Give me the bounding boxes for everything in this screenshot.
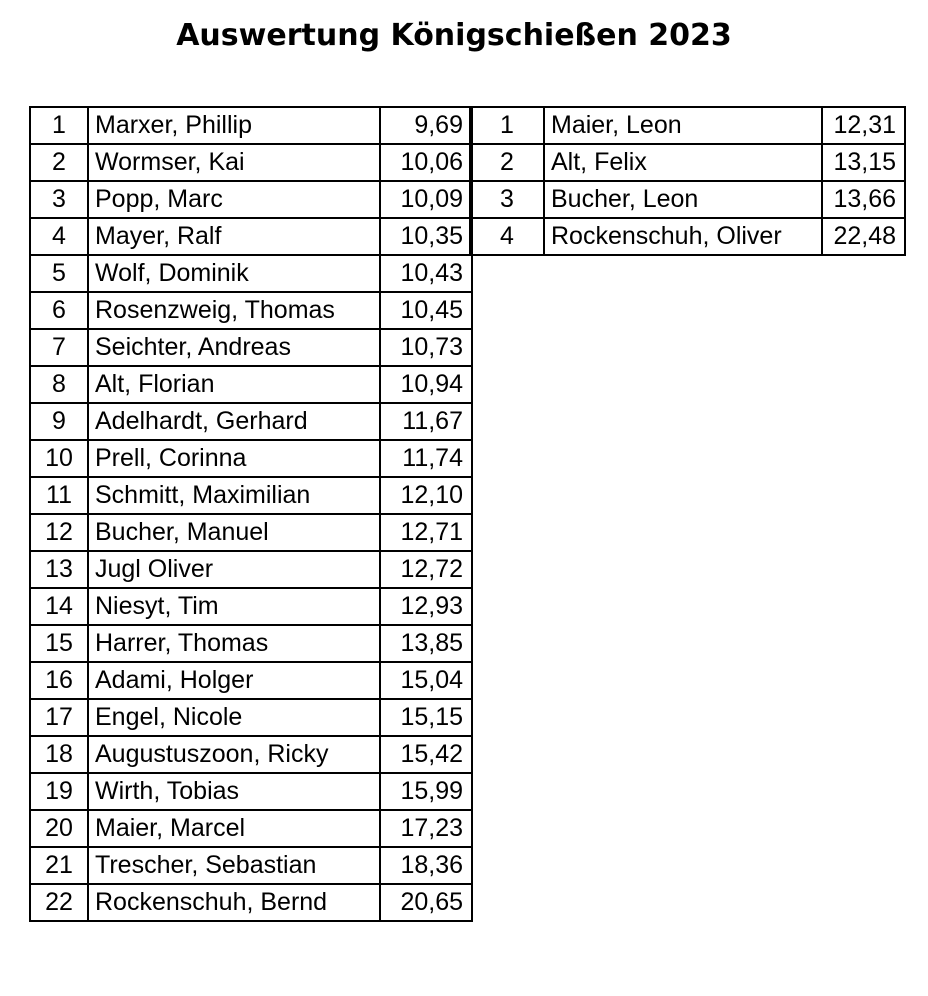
rank-cell: 1 (30, 107, 88, 144)
table-row (30, 107, 472, 144)
table-row (470, 181, 905, 218)
rank-cell: 2 (30, 144, 88, 181)
score-cell: 12,31 (822, 107, 905, 144)
table-row (30, 551, 472, 588)
name-cell: Wormser, Kai (88, 144, 380, 181)
score-cell: 20,65 (380, 884, 472, 921)
rank-cell: 13 (30, 551, 88, 588)
rank-cell: 16 (30, 662, 88, 699)
results-table-main (29, 106, 473, 922)
rank-cell: 7 (30, 329, 88, 366)
table-row (30, 625, 472, 662)
table-row (30, 773, 472, 810)
score-cell: 11,74 (380, 440, 472, 477)
name-cell: Rockenschuh, Bernd (88, 884, 380, 921)
name-cell: Seichter, Andreas (88, 329, 380, 366)
table-row (30, 884, 472, 921)
name-cell: Jugl Oliver (88, 551, 380, 588)
name-cell: Adami, Holger (88, 662, 380, 699)
score-cell: 15,15 (380, 699, 472, 736)
rank-cell: 17 (30, 699, 88, 736)
table-row (30, 514, 472, 551)
score-cell: 10,94 (380, 366, 472, 403)
table-row (30, 292, 472, 329)
rank-cell: 2 (470, 144, 544, 181)
score-cell: 12,72 (380, 551, 472, 588)
name-cell: Rosenzweig, Thomas (88, 292, 380, 329)
score-cell: 10,45 (380, 292, 472, 329)
name-cell: Rockenschuh, Oliver (544, 218, 822, 255)
rank-cell: 6 (30, 292, 88, 329)
score-cell: 13,66 (822, 181, 905, 218)
table-row (30, 181, 472, 218)
name-cell: Engel, Nicole (88, 699, 380, 736)
rank-cell: 3 (470, 181, 544, 218)
table-row (470, 144, 905, 181)
score-cell: 22,48 (822, 218, 905, 255)
table-row (30, 329, 472, 366)
name-cell: Bucher, Manuel (88, 514, 380, 551)
rank-cell: 4 (470, 218, 544, 255)
name-cell: Trescher, Sebastian (88, 847, 380, 884)
table-row (30, 810, 472, 847)
rank-cell: 5 (30, 255, 88, 292)
rank-cell: 8 (30, 366, 88, 403)
score-cell: 12,93 (380, 588, 472, 625)
table-row (30, 440, 472, 477)
results-table-main-body (30, 107, 472, 921)
rank-cell: 18 (30, 736, 88, 773)
rank-cell: 4 (30, 218, 88, 255)
name-cell: Prell, Corinna (88, 440, 380, 477)
name-cell: Schmitt, Maximilian (88, 477, 380, 514)
rank-cell: 10 (30, 440, 88, 477)
results-table-youth-body (470, 107, 905, 255)
name-cell: Wirth, Tobias (88, 773, 380, 810)
name-cell: Wolf, Dominik (88, 255, 380, 292)
score-cell: 17,23 (380, 810, 472, 847)
name-cell: Harrer, Thomas (88, 625, 380, 662)
table-row (30, 662, 472, 699)
name-cell: Adelhardt, Gerhard (88, 403, 380, 440)
score-cell: 10,06 (380, 144, 472, 181)
score-cell: 15,99 (380, 773, 472, 810)
table-row (30, 144, 472, 181)
table-row (30, 366, 472, 403)
name-cell: Maier, Marcel (88, 810, 380, 847)
score-cell: 18,36 (380, 847, 472, 884)
score-cell: 9,69 (380, 107, 472, 144)
score-cell: 13,15 (822, 144, 905, 181)
table-row (30, 588, 472, 625)
table-row (30, 847, 472, 884)
rank-cell: 20 (30, 810, 88, 847)
score-cell: 13,85 (380, 625, 472, 662)
score-cell: 15,04 (380, 662, 472, 699)
rank-cell: 14 (30, 588, 88, 625)
table-row (30, 699, 472, 736)
table-row (30, 477, 472, 514)
table-row (30, 255, 472, 292)
name-cell: Alt, Felix (544, 144, 822, 181)
rank-cell: 11 (30, 477, 88, 514)
score-cell: 10,09 (380, 181, 472, 218)
rank-cell: 21 (30, 847, 88, 884)
table-row (30, 403, 472, 440)
page-title: Auswertung Königschießen 2023 (176, 18, 732, 53)
score-cell: 12,10 (380, 477, 472, 514)
score-cell: 10,73 (380, 329, 472, 366)
rank-cell: 12 (30, 514, 88, 551)
score-cell: 10,35 (380, 218, 472, 255)
name-cell: Maier, Leon (544, 107, 822, 144)
rank-cell: 22 (30, 884, 88, 921)
rank-cell: 3 (30, 181, 88, 218)
table-row (30, 736, 472, 773)
name-cell: Bucher, Leon (544, 181, 822, 218)
name-cell: Mayer, Ralf (88, 218, 380, 255)
name-cell: Alt, Florian (88, 366, 380, 403)
name-cell: Niesyt, Tim (88, 588, 380, 625)
rank-cell: 9 (30, 403, 88, 440)
rank-cell: 19 (30, 773, 88, 810)
name-cell: Augustuszoon, Ricky (88, 736, 380, 773)
results-table-youth (469, 106, 906, 256)
score-cell: 12,71 (380, 514, 472, 551)
name-cell: Popp, Marc (88, 181, 380, 218)
score-cell: 10,43 (380, 255, 472, 292)
table-row (470, 107, 905, 144)
name-cell: Marxer, Phillip (88, 107, 380, 144)
score-cell: 15,42 (380, 736, 472, 773)
table-row (30, 218, 472, 255)
rank-cell: 15 (30, 625, 88, 662)
score-cell: 11,67 (380, 403, 472, 440)
rank-cell: 1 (470, 107, 544, 144)
table-row (470, 218, 905, 255)
